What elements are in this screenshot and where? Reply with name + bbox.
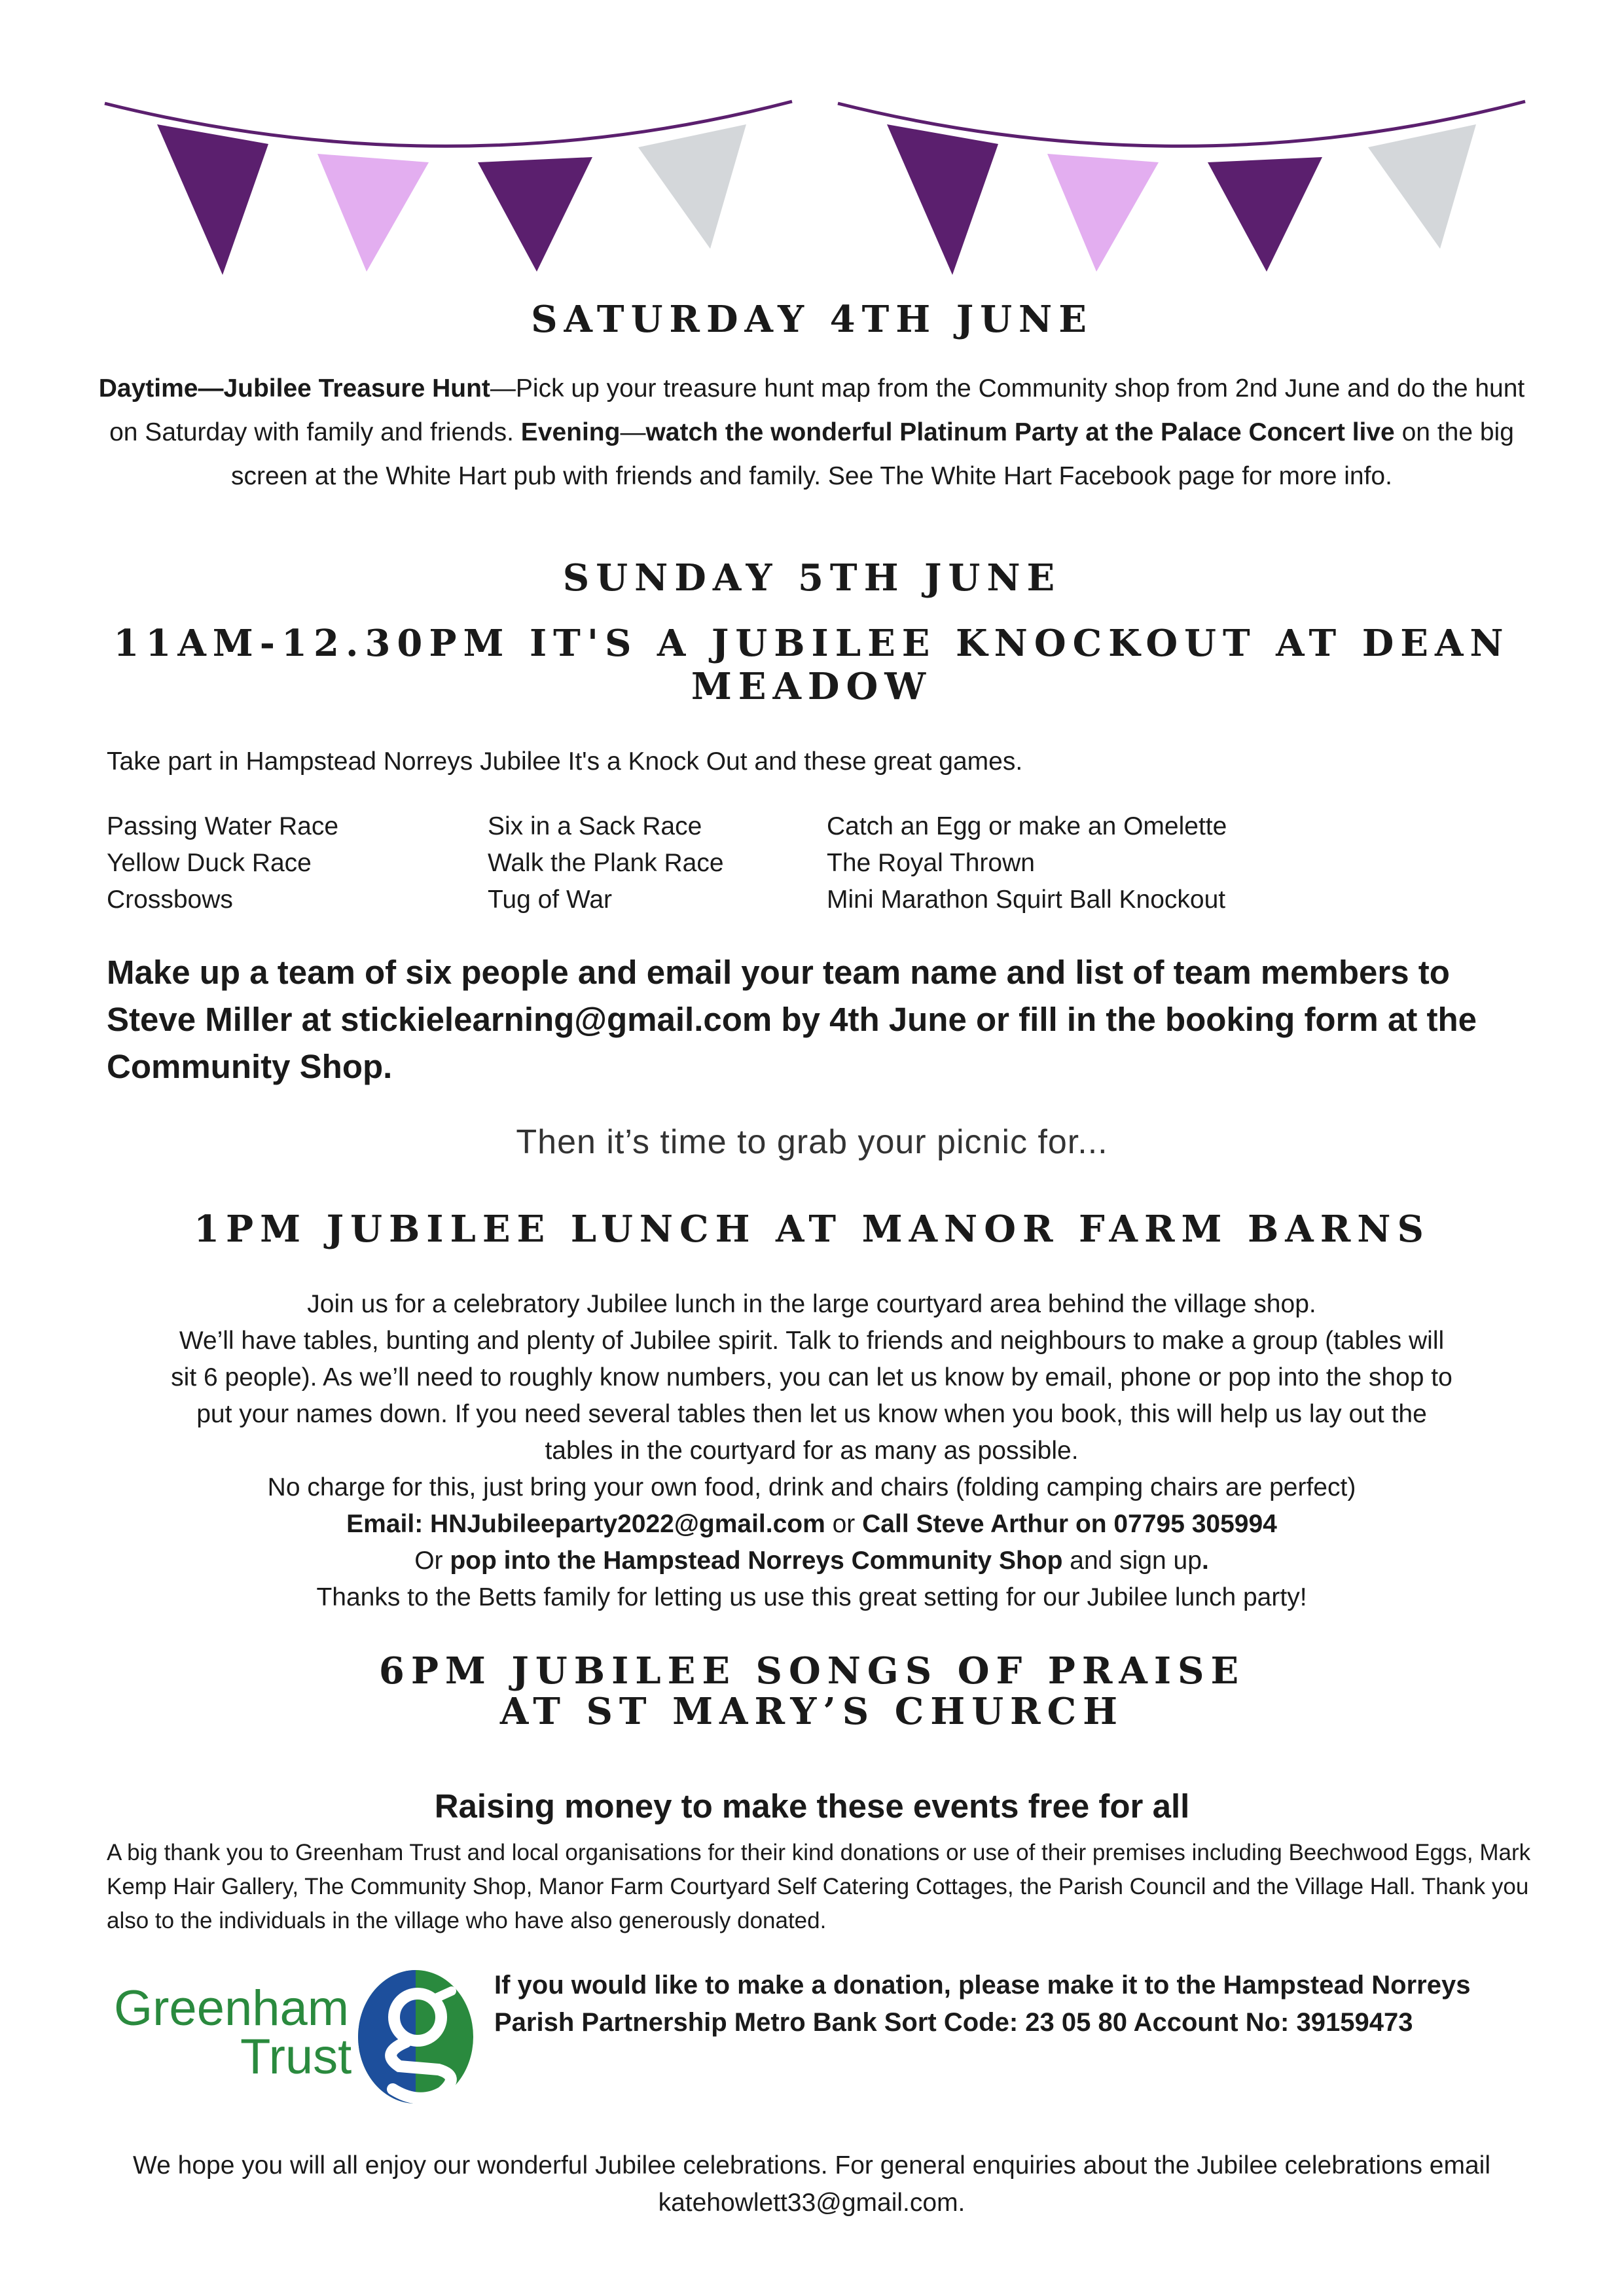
bunting-flag [478, 157, 592, 272]
bunting-flag [1208, 157, 1322, 272]
lunch-line: We’ll have tables, bunting and plenty of Jubilee spirit. Talk to friends and neighbours to make a group (tables will [179, 1327, 1445, 1355]
lunch-line: Join us for a celebratory Jubilee lunch in the large courtyard area behind the village shop. [307, 1290, 1316, 1318]
bunting-decoration [98, 92, 1538, 288]
lunch-call: Call Steve Arthur on 07795 305994 [862, 1510, 1277, 1538]
logo-text-line1: Greenham [114, 1981, 350, 2036]
game-item: Yellow Duck Race [107, 849, 312, 877]
bunting-flag [1368, 124, 1476, 249]
daytime-label: Daytime—Jubilee Treasure Hunt [98, 374, 490, 403]
raising-thanks-text: A big thank you to Greenham Trust and local organisations for their kind donations or use of their premises including Beechwood Eggs, Mark Kemp Hair Gallery, The Community Shop, Manor Farm Courtyard Self Catering Cottages, the Parish Council and the Village Hall. Thank you also to the individuals in the village who have also generously donated. [107, 1840, 1531, 1933]
lunch-thanks-line: Thanks to the Betts family for letting us use this great setting for our Jubilee lunch party! [316, 1583, 1307, 1611]
saturday-paragraph [98, 367, 1525, 498]
game-item: Walk the Plank Race [488, 849, 724, 877]
daytime-text: —Pick up your treasure hunt map from the Community shop from 2nd June and do the hunt on Saturday with family and friends. [109, 374, 1525, 446]
logo-g-icon [353, 1965, 478, 2109]
games-column-1 [107, 808, 338, 918]
games-column-2 [488, 808, 724, 918]
games-column-3 [827, 808, 1227, 918]
songs-heading-line1: 6PM JUBILEE SONGS OF PRAISE [378, 1649, 1246, 1693]
game-item: Six in a Sack Race [488, 812, 702, 840]
lunch-shop: pop into the Hampstead Norreys Community Shop [450, 1547, 1063, 1575]
bunting-flag [157, 124, 268, 275]
lunch-line: sit 6 people). As we’ll need to roughly know numbers, you can let us know by email, phone or pop into the shop to [171, 1363, 1453, 1391]
lunch-email: Email: HNJubileeparty2022@gmail.com [346, 1510, 825, 1538]
sunday-heading: SUNDAY 5TH JUNE [562, 556, 1062, 600]
game-item: Passing Water Race [107, 812, 339, 840]
game-item: Catch an Egg or make an Omelette [827, 812, 1227, 840]
knockout-intro: Take part in Hampstead Norreys Jubilee It's a Knock Out and these great games. [107, 747, 1023, 776]
picnic-line: Then it’s time to grab your picnic for... [516, 1123, 1108, 1161]
lunch-line: No charge for this, just bring your own food, drink and chairs (folding camping chairs are perfect) [267, 1473, 1356, 1501]
saturday-heading: SATURDAY 4TH JUNE [531, 298, 1093, 341]
greenham-trust-logo [99, 1957, 486, 2114]
evening-label: Evening [520, 418, 621, 446]
songs-heading-line2: AT ST MARY’S CHURCH [499, 1690, 1125, 1733]
knockout-heading: 11AM-12.30PM IT'S A JUBILEE KNOCKOUT AT DEAN MEADOW [113, 622, 1510, 709]
bunting-flag [317, 154, 429, 272]
footer-text: We hope you will all enjoy our wonderful Jubilee celebrations. For general enquiries about the Jubilee celebrations email katehowlett33@gmail.com. [133, 2151, 1490, 2217]
donation-text: If you would like to make a donation, please make it to the Hampstead Norreys Parish Partnership Metro Bank Sort Code: 23 05 80 Account No: 39159473 [494, 1971, 1471, 2037]
lunch-line: tables in the courtyard for as many as possible. [545, 1437, 1079, 1465]
lunch-pop-pre: Or [414, 1547, 450, 1575]
bunting-flag [887, 124, 998, 275]
lunch-or: or [825, 1510, 863, 1538]
lunch-shop-line [98, 1543, 1525, 1579]
lunch-heading: 1PM JUBILEE LUNCH AT MANOR FARM BARNS [194, 1208, 1430, 1251]
logo-text-line2: Trust [240, 2029, 352, 2085]
lunch-pop-post: and sign up [1062, 1547, 1202, 1575]
lunch-contact-line [98, 1506, 1525, 1543]
lunch-line: put your names down. If you need several tables then let us know when you book, this will help us lay out the [196, 1400, 1427, 1428]
raising-title: Raising money to make these events free for all [434, 1787, 1190, 1825]
game-item: The Royal Thrown [827, 849, 1035, 877]
evening-text: on the big screen at the White Hart pub with friends and family. See The White Hart Facebook page for more info. [231, 418, 1514, 490]
game-item: Crossbows [107, 886, 233, 914]
lunch-details [98, 1286, 1525, 1616]
bunting-flag [1047, 154, 1159, 272]
game-item: Mini Marathon Squirt Ball Knockout [827, 886, 1226, 914]
bunting-flag [638, 124, 746, 249]
game-item: Tug of War [488, 886, 612, 914]
evening-dash: — [620, 418, 646, 446]
evening-bold: watch the wonderful Platinum Party at the Palace Concert live [645, 418, 1395, 446]
lunch-pop-dot: . [1201, 1547, 1209, 1575]
team-signup-text: Make up a team of six people and email your team name and list of team members to Steve Miller at stickielearning@gmail.com by 4th June or fill in the booking form at the Community Shop. [107, 954, 1477, 1085]
